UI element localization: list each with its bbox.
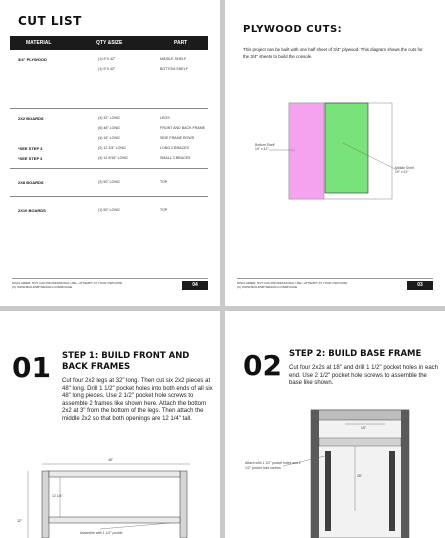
width-dimension: 15"	[361, 426, 366, 430]
part-cell: TOP	[160, 208, 168, 212]
middle-rail	[49, 517, 180, 523]
step-body: Cut four 2x2s at 18" and drill 1 1/2" pocket holes in each end. Use 2 1/2" pocket hole screws to assemble the base like shown.	[289, 365, 439, 387]
step-body: Cut four 2x2 legs at 32" long. Then cut six 2x2 pieces at 48" long. Drill 1 1/2" pocket holes into both ends of all six 48" long pieces. Use 2 1/2" pocket hole screws to assemble 2 frames like shown here. Attach the bottom 2x2 at 3" from the bottom of the legs. Then attach the middle 2x2 so that both openings are 12 1/4" tall.	[62, 378, 213, 422]
page-footer	[0, 278, 220, 292]
cut-list-page	[0, 0, 220, 306]
page-description: This project can be built with one half sheet of 3/4" plywood. This diagram shows the cuts for the 3/4" sheets to build the console.	[243, 47, 423, 59]
qty-cell: (1) 9"X 42"	[98, 57, 116, 61]
page-title: PLYWOOD CUTS:	[243, 24, 343, 35]
part-cell: LEGS	[160, 116, 170, 120]
front-frame-diagram	[0, 311, 220, 538]
footer-rule	[12, 278, 208, 279]
divider	[10, 168, 208, 169]
pocket-hole-callout: Assemble with 1 1/2" pocket	[80, 531, 123, 535]
plywood-cuts-page	[225, 0, 445, 306]
page-title: CUT LIST	[18, 14, 82, 28]
left-leg	[42, 471, 49, 538]
step-number: 02	[243, 349, 282, 382]
step-title: STEP 2: BUILD BASE FRAME	[289, 349, 422, 359]
plywood-cut-diagram	[225, 0, 445, 306]
step-2-page	[225, 311, 445, 538]
part-cell: TOP	[160, 180, 168, 184]
divider	[10, 196, 208, 197]
page-number: 04	[182, 281, 208, 290]
qty-cell: (1) 9"X 42"	[98, 67, 116, 71]
part-cell: MIDDLE SHELF	[160, 57, 187, 61]
step-1-page	[0, 311, 220, 538]
header-part: PART	[174, 40, 188, 46]
qty-cell: (4) 32" LONG	[98, 116, 120, 120]
depth-dimension: 28"	[357, 474, 362, 478]
right-leg	[180, 471, 187, 538]
part-cell: BOTTOM SHELF	[160, 67, 188, 71]
bottom-shelf-label: Bottom Shelf 19" x 42"	[255, 143, 275, 151]
pocket-hole-callout: Attach with 1 1/2" pocket holes and 2 1/2" pocket hole screws	[245, 461, 301, 470]
right-front-leg	[389, 451, 395, 531]
material-cell: 2X2 BOARDS	[18, 116, 44, 121]
top-rail	[49, 471, 180, 477]
cross-brace	[319, 438, 401, 446]
middle-shelf-piece	[325, 103, 368, 193]
footer-rule	[237, 278, 433, 279]
material-cell: 2X10 BOARDS	[18, 208, 46, 213]
material-cell: 3/4" PLYWOOD	[18, 57, 47, 62]
qty-cell: (2) 12 3/4" LONG	[98, 146, 126, 150]
bottom-shelf-piece	[289, 103, 324, 199]
disclaimer-text: DISCLAIMER: NOT CAN PROFESSIONAL USE • ATTEMPT AT YOUR OWN RISK (C) WWW.BUILDSBYDESIGN.COM/ROGUE	[237, 281, 348, 289]
left-front-leg	[325, 451, 331, 531]
qty-cell: (2) 50" LONG	[98, 180, 120, 184]
qty-cell: (1) 50" LONG	[98, 208, 120, 212]
step-title: STEP 1: BUILD FRONT AND BACK FRAMES	[62, 351, 190, 372]
substep-note: *SEE STEP 3	[18, 156, 43, 161]
table-header	[10, 36, 208, 50]
height-dimension: 32"	[17, 519, 22, 523]
callout-leader	[100, 523, 170, 529]
width-dimension: 48"	[108, 458, 113, 462]
substep-note: *SEE STEP 3	[18, 146, 43, 151]
right-back-leg	[401, 410, 409, 538]
base-frame-diagram	[225, 311, 445, 538]
opening-dimension: 12 1/4"	[52, 494, 63, 498]
qty-cell: (4) 12 9/16" LONG	[98, 156, 128, 160]
header-qty: QTY &SIZE	[96, 40, 123, 46]
part-cell: LONG 2 BRACES	[160, 146, 189, 150]
part-cell: SIDE FRAME ROWS	[160, 136, 195, 140]
disclaimer-text: DISCLAIMER: NOT CAN PROFESSIONAL USE • ATTEMPT AT YOUR OWN RISK (C) WWW.BUILDSBYDESIGN.COM/ROGUE	[12, 281, 123, 289]
material-cell: 2X8 BOARDS	[18, 180, 44, 185]
back-rail	[311, 410, 409, 420]
step-number: 01	[12, 351, 51, 384]
qty-cell: (4) 18" LONG	[98, 136, 120, 140]
left-back-leg	[311, 410, 319, 538]
middle-shelf-label: Middle Shelf 19" x 42"	[395, 166, 414, 174]
page-footer	[225, 278, 445, 292]
divider	[10, 108, 208, 109]
page-number: 03	[407, 281, 433, 290]
qty-cell: (6) 48" LONG	[98, 126, 120, 130]
header-material: MATERIAL	[26, 40, 52, 46]
part-cell: FRONT AND BACK FRAME	[160, 126, 206, 130]
part-cell: SMALL 3 BRACES	[160, 156, 191, 160]
